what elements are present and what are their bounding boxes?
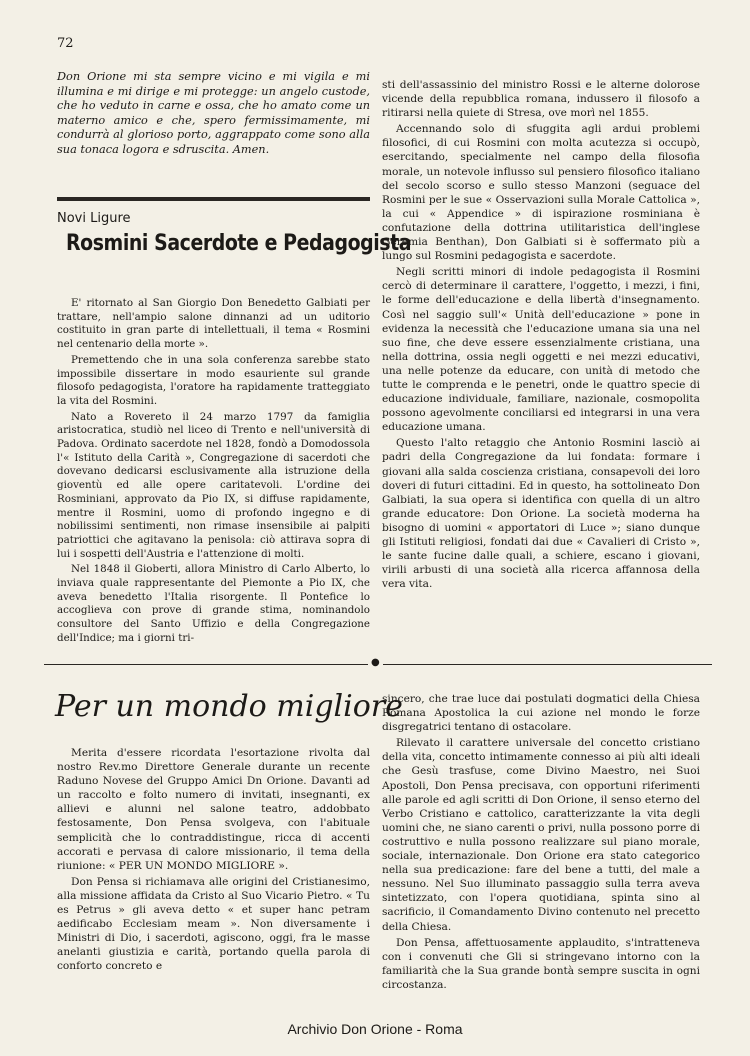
article2-left-column	[57, 746, 370, 976]
article1-paragraph: Questo l'alto retaggio che Antonio Rosmini lasciò ai padri della Congregazione da lui fondata: formare i giovani alla salda coscienza cristiana, consapevoli dei loro doveri di futuri cittadini. Ed in questo, ha sottolineato Don Galbiati, la sua opera si identifica con quella di un altro grande educatore: Don Orione. La società moderna ha bisogno di uomini « apportatori di Luce »; siano dunque gli Istituti religiosi, fondati dai due « Cavalieri di Cristo », le sante fucine dalle quali, a schiere, escano i giovani, virili arbusti di una società alla ricerca affannosa della vera vita.	[382, 437, 700, 591]
article1-left-column	[57, 297, 370, 648]
article1-paragraph: Premettendo che in una sola conferenza sarebbe stato impossibile dissertare in modo esauriente sul grande filosofo pedagogista, l'oratore ha rapidamente tratteggiato la vita del Rosmini.	[57, 353, 370, 407]
divider-dot: ●	[368, 658, 383, 668]
article1-paragraph: E' ritornato al San Giorgio Don Benedetto Galbiati per trattare, nell'ampio salone dinnanzi ad un uditorio costituito in gran parte di intellettuali, il tema « Rosmini nel centenario della morte ».	[57, 297, 370, 351]
article2-paragraph: sincero, che trae luce dai postulati dogmatici della Chiesa Romana Apostolica la cui azione nel mondo le forze disgregatrici tentano di ostacolare.	[382, 693, 700, 734]
quote-text: Don Orione mi sta sempre vicino e mi vigila e mi illumina e mi dirige e mi protegge: un angelo custode, che ho veduto in carne e ossa, che ho amato come un materno amico e che, spero fermissimamente, mi condurrà al glorioso porto, aggrappato come sono alla sua tonaca logora e sdruscita. Amen.	[57, 70, 370, 156]
article1-paragraph: Nel 1848 il Gioberti, allora Ministro di Carlo Alberto, lo inviava quale rappresentante del Piemonte a Pio IX, che aveva benedetto l'Italia risorgente. Il Pontefice lo accoglieva con prove di grande stima, nominandolo consultore del Santo Uffizio e della Congregazione dell'Indice; ma i giorni tri-	[57, 563, 370, 644]
article1-paragraph: Accennando solo di sfuggita agli ardui problemi filosofici, di cui Rosmini con molta acutezza si occupò, esercitando, specialmente nel campo della filosofia morale, un notevole influsso sul pensiero filosofico italiano del secolo scorso e sullo stesso Manzoni (seguace del Rosmini per le sue « Osservazioni sulla Morale Cattolica », la cui « Appendice » di ispirazione rosminiana è confutazione della dottrina utilitaristica dell'inglese Geremia Benthan), Don Galbiati si è soffermato più a lungo sul Rosmini pedagogista e sacerdote.	[382, 123, 700, 263]
article2-title: Per un mondo migliore	[55, 689, 403, 724]
article2-right-column	[382, 692, 700, 994]
article2-paragraph: Don Pensa si richiamava alle origini del Cristianesimo, alla missione affidata da Cristo al Suo Vicario Pietro. « Tu es Petrus » gli aveva detto « et super hanc petram aedificabo Ecclesiam meam ». Non diversamente i Ministri di Dio, i sacerdoti, agiscono, oggi, fra le masse anelanti giustizia e carità, portando quella parola di conforto concreto e	[57, 875, 370, 973]
article1-paragraph: Nato a Rovereto il 24 marzo 1797 da famiglia aristocratica, studiò nel liceo di Trento e nell'università di Padova. Ordinato sacerdote nel 1828, fondò a Domodossola l'« Istituto della Carità », Congregazione di sacerdoti che dovevano dedicarsi esclusivamente alla istruzione della gioventù ed alle opere caritatevoli. L'ordine dei Rosminiani, approvato da Pio IX, si diffuse rapidamente, mentre il Rosmini, uomo di profondo ingegno e di nobilissimi sentimenti, non rimase insensibile ai palpiti patriottici che agitavano la penisola: ciò attirava sopra di lui i sospetti dell'Austria e l'attenzione di molti.	[57, 410, 370, 560]
article1-title: Rosmini Sacerdote e Pedagogista	[66, 231, 412, 256]
archive-footer: Archivio Don Orione - Roma	[287, 1021, 463, 1037]
opening-quote	[57, 70, 370, 160]
article2-paragraph: Rilevato il carattere universale del concetto cristiano della vita, concetto intimamente connesso ai più alti ideali che Gesù trasfuse, come Divino Maestro, nei Suoi Apostoli, Don Pensa precisava, con opportuni riferimenti alle parole ed agli scritti di Don Orione, il senso eterno del Verbo Cristiano e cattolico, caratterizzante la vita degli uomini che, ne siano carenti o privi, nulla possono porre di costruttivo e nulla possono realizzare sul piano morale, sociale, internazionale. Don Orione era stato categorico nella sua predicazione: fare del bene a tutti, del male a nessuno. Nel Suo illuminato passaggio sulla terra aveva sintetizzato, con l'opera quotidiana, spinta sino al sacrificio, il Comandamento Divino contenuto nel precetto della Chiesa.	[382, 737, 700, 933]
article1-paragraph: sti dell'assassinio del ministro Rossi e le alterne dolorose vicende della repubblica romana, indussero il filosofo a ritirarsi nella quiete di Stresa, ove morì nel 1855.	[382, 79, 700, 120]
page-number: 72	[57, 36, 74, 51]
article1-location: Novi Ligure	[57, 211, 131, 226]
article2-paragraph: Merita d'essere ricordata l'esortazione rivolta dal nostro Rev.mo Direttore Generale durante un recente Raduno Novese del Gruppo Amici Dn Orione. Davanti ad un raccolto e folto numero di invitati, insegnanti, ex allievi e alunni nel salone teatro, addobbato festosamente, Don Pensa svolgeva, con l'abituale semplicità che lo contraddistingue, ricca di accenti accorati e pervasa di calore missionario, il tema della riunione: « PER UN MONDO MIGLIORE ».	[57, 747, 370, 872]
section-rule	[57, 197, 370, 201]
article1-paragraph: Negli scritti minori di indole pedagogista il Rosmini cercò di determinare il carattere, l'oggetto, i mezzi, i fini, le forme dell'educazione e della libertà d'insegnamento. Così nel saggio sull'« Unità dell'educazione » pone in evidenza la necessità che l'educazione umana sia una nel suo fine, che deve essere essenzialmente cristiana, una nella dottrina, ossia negli oggetti e nei mezzi educativi, una nelle potenze da educare, con unità di metodo che tutte le comprenda e le penetri, onde le quattro specie di educazione individuale, familiare, nazionale, cosmopolita possono agevolmente conciliarsi ed integrarsi in una vera educazione umana.	[382, 266, 700, 434]
article1-right-column	[382, 78, 700, 593]
article2-paragraph: Don Pensa, affettuosamente applaudito, s'intratteneva con i convenuti che Gli si stringevano intorno con la familiarità che la Sua grande bontà sempre suscita in ogni circostanza.	[382, 936, 700, 991]
